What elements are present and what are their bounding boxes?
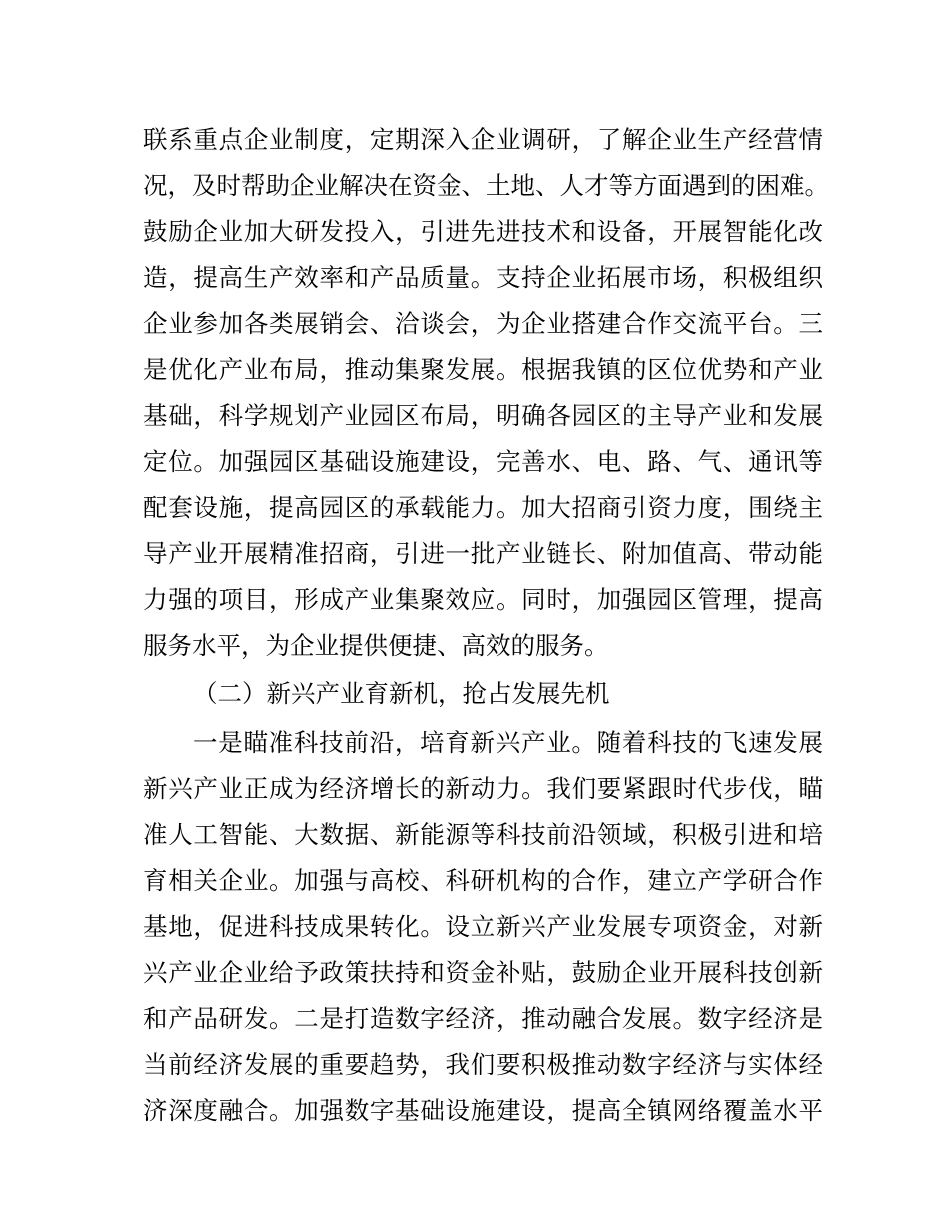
paragraph-line: 济深度融合。加强数字基础设施建设，提高全镇网络覆盖水平 bbox=[143, 1096, 823, 1125]
paragraph-line: 定位。加强园区基础设施建设，完善水、电、路、气、通讯等 bbox=[143, 447, 823, 476]
paragraph-line: 造，提高生产效率和产品质量。支持企业拓展市场，积极组织 bbox=[143, 263, 823, 292]
paragraph-line: 和产品研发。二是打造数字经济，推动融合发展。数字经济是 bbox=[143, 1004, 823, 1033]
paragraph-line: 一是瞄准科技前沿，培育新兴产业。随着科技的飞速发展 bbox=[193, 728, 823, 757]
paragraph-line: 基地，促进科技成果转化。设立新兴产业发展专项资金，对新 bbox=[143, 912, 823, 941]
section-heading: （二）新兴产业育新机，抢占发展先机 bbox=[193, 679, 610, 708]
paragraph-line: 鼓励企业加大研发投入，引进先进技术和设备，开展智能化改 bbox=[143, 217, 823, 246]
paragraph-line: 服务水平，为企业提供便捷、高效的服务。 bbox=[143, 631, 609, 660]
paragraph-line: 新兴产业正成为经济增长的新动力。我们要紧跟时代步伐，瞄 bbox=[143, 774, 823, 803]
paragraph-line: 是优化产业布局，推动集聚发展。根据我镇的区位优势和产业 bbox=[143, 355, 823, 384]
paragraph-line: 联系重点企业制度，定期深入企业调研，了解企业生产经营情 bbox=[143, 125, 823, 154]
paragraph-line: 配套设施，提高园区的承载能力。加大招商引资力度，围绕主 bbox=[143, 493, 823, 522]
paragraph-line: 兴产业企业给予政策扶持和资金补贴，鼓励企业开展科技创新 bbox=[143, 958, 823, 987]
paragraph-line: 企业参加各类展销会、洽谈会，为企业搭建合作交流平台。三 bbox=[143, 309, 823, 338]
paragraph-line: 当前经济发展的重要趋势，我们要积极推动数字经济与实体经 bbox=[143, 1050, 823, 1079]
paragraph-line: 力强的项目，形成产业集聚效应。同时，加强园区管理，提高 bbox=[143, 585, 823, 614]
paragraph-line: 育相关企业。加强与高校、科研机构的合作，建立产学研合作 bbox=[143, 866, 823, 895]
paragraph-line: 基础，科学规划产业园区布局，明确各园区的主导产业和发展 bbox=[143, 401, 823, 430]
paragraph-line: 准人工智能、大数据、新能源等科技前沿领域，积极引进和培 bbox=[143, 820, 823, 849]
paragraph-line: 况，及时帮助企业解决在资金、土地、人才等方面遇到的困难。 bbox=[143, 171, 829, 200]
paragraph-line: 导产业开展精准招商，引进一批产业链长、附加值高、带动能 bbox=[143, 539, 823, 568]
